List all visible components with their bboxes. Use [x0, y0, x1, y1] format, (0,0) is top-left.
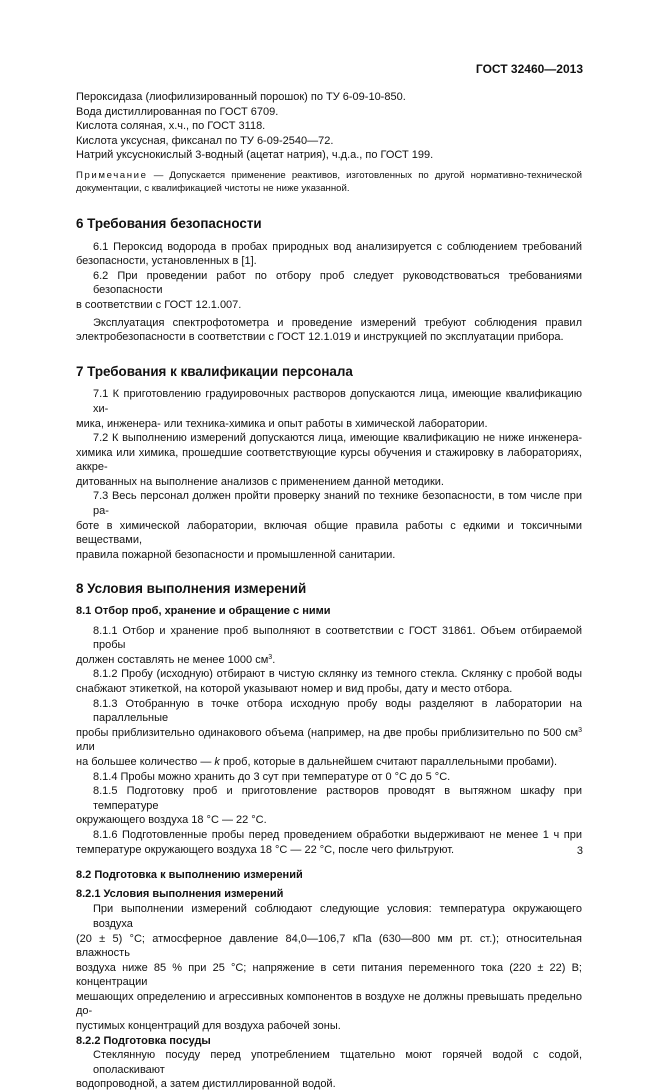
paragraph-line: 7.1 К приготовлению градуировочных растворов допускаются лица, имеющие квалификацию хи-	[93, 388, 582, 415]
paragraph-line: в соответствии с ГОСТ 12.1.007.	[76, 298, 242, 311]
paragraph-line: пробы приблизительно одинакового объема (например, на две пробы приблизительно по 500 $см^3$ или	[76, 726, 582, 754]
page-content	[76, 90, 582, 1092]
paragraph-line: водопроводной, а затем дистиллированной водой.	[76, 1078, 336, 1091]
paragraph-line: температуре окружающего воздуха 18 °С — 22 °С, после чего фильтруют.	[76, 843, 455, 856]
paragraph-line: мешающих определению и агрессивных компонентов в воздухе не должны превышать предельно до-	[76, 990, 582, 1018]
paragraph-line: 8.1.4 Пробы можно хранить до 3 сут при температуре от 0 °С до 5 °С.	[93, 770, 451, 783]
note-line: документации, с квалификацией чистоты не ниже указанной.	[76, 182, 350, 194]
paragraph-line: Эксплуатация спектрофотометра и проведение измерений требуют соблюдения правил	[93, 316, 582, 329]
paragraph-line: При выполнении измерений соблюдают следующие условия: температура окружающего воздуха	[93, 903, 582, 930]
paragraph-line: 6.2 При проведении работ по отбору проб следует руководствоваться требованиями безопасности	[93, 269, 582, 297]
paragraph-line: боте в химической лаборатории, включая общие правила работы с едкими и токсичными веществами,	[76, 519, 582, 547]
subsection-8-1-title: 8.1 Отбор проб, хранение и обращение с ними	[76, 605, 331, 618]
reagents-list	[76, 90, 582, 163]
reagent-item: Вода дистиллированная по ГОСТ 6709.	[76, 105, 279, 118]
page-number: 3	[576, 845, 583, 857]
reagent-item: Натрий уксуснокислый 3-водный (ацетат натрия), ч.д.а., по ГОСТ 199.	[76, 149, 434, 162]
paragraph-line: снабжают этикеткой, на которой указывают номер и вид пробы, дату и место отбора.	[76, 683, 513, 695]
reagent-item: Кислота соляная, х.ч., по ГОСТ 3118.	[76, 120, 266, 133]
note-label: Примечание	[76, 169, 148, 181]
paragraph-line: безопасности, установленных в [1].	[76, 255, 257, 268]
paragraph-line: 8.1.2 Пробу (исходную) отбирают в чистую склянку из темного стекла. Склянку с пробой воды	[93, 668, 582, 681]
paragraph-line: 8.1.1 Отбор и хранение проб выполняют в соответствии с ГОСТ 31861. Объем отбираемой пробы	[93, 624, 582, 652]
paragraph-line: 7.3 Весь персонал должен пройти проверку знаний по технике безопасности, в том числе при ра-	[93, 490, 582, 518]
paragraph-line: на большее количество — k проб, которые в дальнейшем считают параллельными пробами).	[76, 755, 558, 768]
note-block	[76, 169, 582, 195]
subsection-8-2-2-title: 8.2.2 Подготовка посуды	[76, 1034, 211, 1047]
paragraph-line: 7.2 К выполнению измерений допускаются лица, имеющие квалификацию не ниже инженера-	[93, 432, 582, 445]
paragraph-line: химика или химика, прошедшие соответствующие курсы обучения и стажировку в лабораториях, аккре-	[76, 446, 582, 474]
paragraph-line: мика, инженера- или техника-химика и опыт работы в химической лаборатории.	[76, 417, 488, 430]
paragraph-line: правила пожарной безопасности и промышленной санитарии.	[76, 548, 396, 561]
paragraph-line: воздуха ниже 85 % при 25 °С; напряжение в сети питания переменного тока (220 ± 22) В; концентрации	[76, 961, 582, 989]
reagent-item: Кислота уксусная, фиксанал по ТУ 6-09-2540—72.	[76, 134, 334, 147]
section-7-title: 7 Требования к квалификации персонала	[76, 363, 353, 379]
subsection-8-2-1-title: 8.2.1 Условия выполнения измерений	[76, 887, 284, 900]
paragraph-line: дитованных на выполнение анализов с применением данной методики.	[76, 475, 444, 488]
subsection-8-2-title: 8.2 Подготовка к выполнению измерений	[76, 869, 303, 882]
paragraph-line: Стеклянную посуду перед употреблением тщательно моют горячей водой с содой, ополаскивают	[93, 1049, 582, 1076]
paragraph-line: пустимых концентраций для воздуха рабочей зоны.	[76, 1020, 341, 1033]
paragraph-line: (20 ± 5) °С; атмосферное давление 84,0—106,7 кПа (630—800 мм рт. ст.); относительная влажность	[76, 932, 582, 960]
paragraph-line: 8.1.6 Подготовленные пробы перед проведением обработки выдерживают не менее 1 ч при	[93, 828, 582, 841]
standard-header: ГОСТ 32460—2013	[475, 62, 583, 76]
section-8-title: 8 Условия выполнения измерений	[76, 581, 307, 597]
paragraph-line: окружающего воздуха 18 °С — 22 °С.	[76, 814, 267, 827]
reagent-item: Пероксидаза (лиофилизированный порошок) по ТУ 6-09-10-850.	[76, 91, 406, 103]
paragraph-line: должен составлять не менее 1000 $см^3$.	[76, 653, 276, 666]
paragraph-line: 8.1.3 Отобранную в точке отбора исходную пробу воды разделяют в лаборатории на параллельные	[93, 697, 582, 725]
note-line: Примечание — Допускается применение реактивов, изготовленных по другой нормативно-технической	[76, 169, 582, 181]
paragraph-line: 8.1.5 Подготовку проб и приготовление растворов проводят в вытяжном шкафу при температуре	[93, 785, 582, 812]
paragraph-line: электробезопасности в соответствии с ГОСТ 12.1.019 и инструкцией по эксплуатации прибора.	[76, 331, 564, 344]
paragraph-line: 6.1 Пероксид водорода в пробах природных вод анализируется с соблюдением требований	[93, 240, 582, 253]
section-6-title: 6 Требования безопасности	[76, 215, 262, 231]
